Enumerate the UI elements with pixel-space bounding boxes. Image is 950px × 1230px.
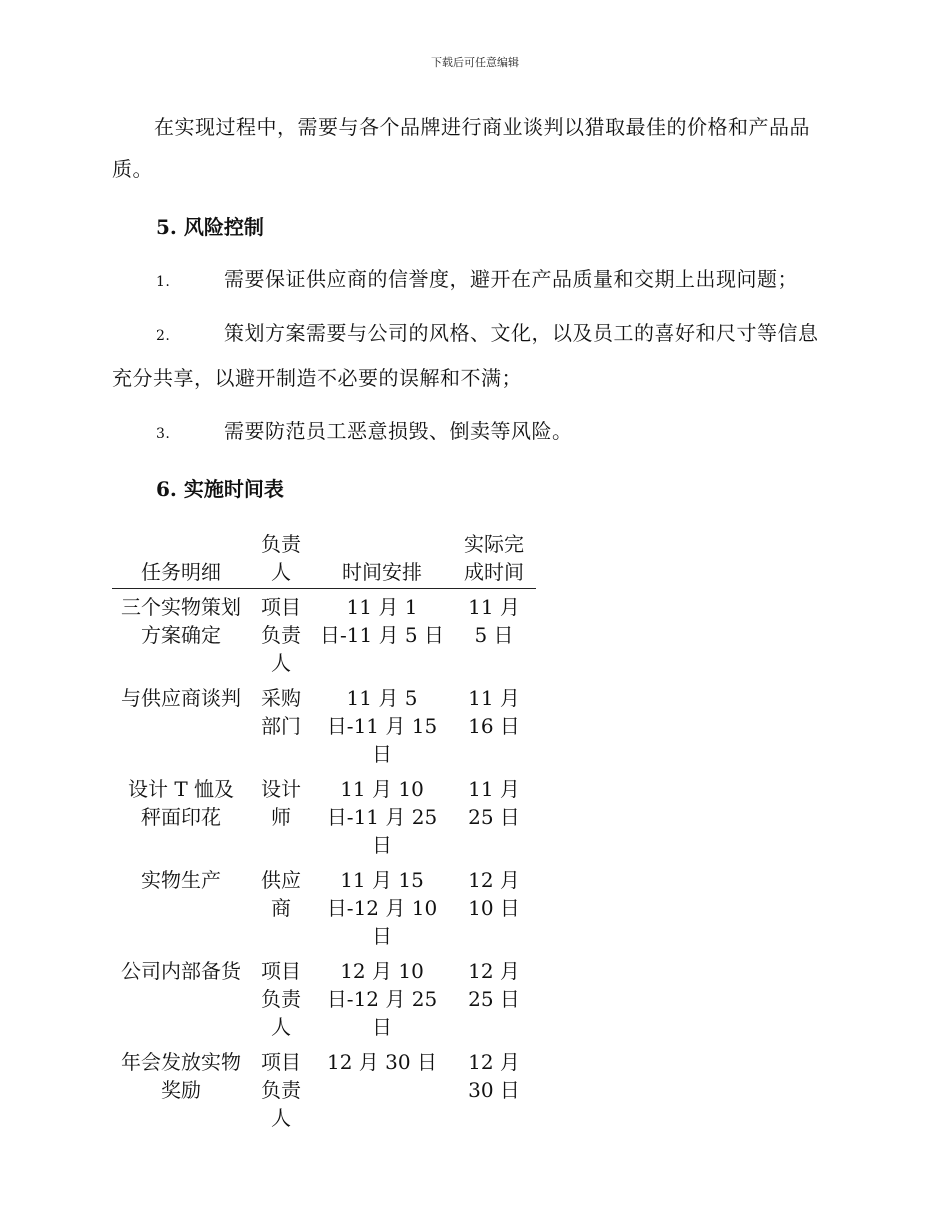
section-5-heading: 5. 风险控制 (156, 215, 264, 239)
cell-owner: 设计师 (261, 777, 301, 829)
cell-task: 与供应商谈判 (121, 686, 241, 710)
cell-owner: 项目负责人 (261, 595, 301, 675)
page-header: 下载后可任意编辑 (431, 56, 519, 69)
column-header-actual: 实际完成时间 (452, 530, 536, 589)
list-number: 3. (156, 426, 171, 442)
list-text: 策划方案需要与公司的风格、文化，以及员工的喜好和尺寸等信息充分共享，以避开制造不必要的误解和不满； (112, 321, 819, 390)
table-header-row (112, 530, 536, 589)
cell-task: 实物生产 (141, 868, 221, 892)
cell-schedule: 12 月 10 日-12 月 25 日 (326, 959, 438, 1039)
schedule-table (112, 530, 536, 1135)
table-row (112, 589, 536, 681)
section-6-heading: 6. 实施时间表 (156, 477, 284, 501)
table-row (112, 771, 536, 862)
cell-task: 公司内部备货 (121, 959, 241, 983)
cell-schedule: 11 月 5 日-11 月 15 日 (326, 686, 438, 766)
cell-schedule: 11 月 1 日-11 月 5 日 (320, 595, 445, 647)
intro-paragraph (112, 106, 834, 190)
cell-task: 设计 T 恤及秤面印花 (127, 777, 235, 829)
risk-item-1 (112, 258, 834, 303)
cell-schedule: 11 月 10 日-11 月 25 日 (326, 777, 438, 857)
cell-actual: 11 月 5 日 (468, 595, 520, 647)
cell-schedule: 12 月 30 日 (327, 1050, 437, 1074)
cell-actual: 11 月 16 日 (468, 686, 520, 738)
cell-actual: 11 月 25 日 (468, 777, 520, 829)
cell-actual: 12 月 25 日 (468, 959, 520, 1011)
cell-actual: 12 月 10 日 (468, 868, 520, 920)
intro-text: 在实现过程中，需要与各个品牌进行商业谈判以猎取最佳的价格和产品品质。 (112, 115, 810, 181)
column-header-owner: 负责人 (250, 530, 312, 589)
table-row (112, 680, 536, 771)
cell-actual: 12 月 30 日 (468, 1050, 520, 1102)
cell-task: 年会发放实物奖励 (121, 1050, 241, 1102)
cell-owner: 供应商 (261, 868, 301, 920)
column-header-schedule: 时间安排 (312, 530, 452, 589)
table-row (112, 862, 536, 953)
risk-item-2 (112, 312, 834, 399)
table-row (112, 953, 536, 1044)
cell-owner: 采购部门 (261, 686, 301, 738)
list-number: 1. (156, 274, 171, 290)
risk-item-3 (112, 410, 834, 455)
list-text: 需要防范员工恶意损毁、倒卖等风险。 (224, 419, 573, 443)
cell-task: 三个实物策划方案确定 (121, 595, 241, 647)
cell-owner: 项目负责人 (261, 1050, 301, 1130)
column-header-task: 任务明细 (112, 530, 250, 589)
cell-owner: 项目负责人 (261, 959, 301, 1039)
cell-schedule: 11 月 15 日-12 月 10 日 (326, 868, 438, 948)
list-text: 需要保证供应商的信誉度，避开在产品质量和交期上出现问题； (224, 267, 798, 291)
list-number: 2. (156, 328, 171, 344)
table-row (112, 1044, 536, 1135)
